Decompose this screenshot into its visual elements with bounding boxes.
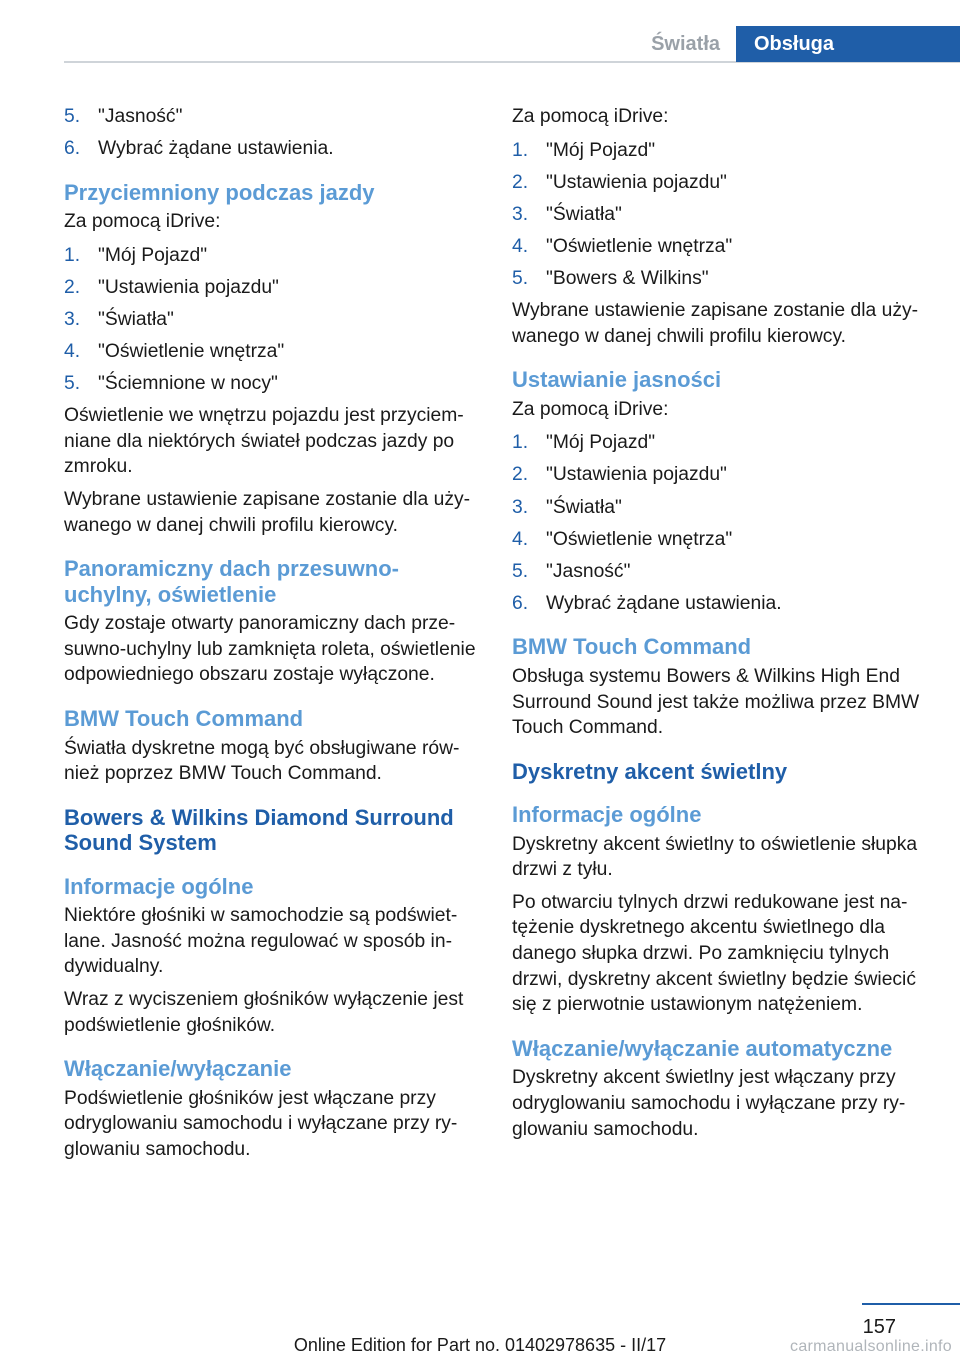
list-item-text: "Światła" <box>98 308 174 330</box>
heading-bowers-wilkins: Bowers & Wilkins Diamond Surround Sound System <box>64 804 454 856</box>
list-item <box>512 527 924 553</box>
paragraph-dimmed-2: Wybrane ustawienie zapisane zostanie dla używanego w danej chwili profilu kierowcy. <box>64 489 471 536</box>
list-item <box>64 339 476 365</box>
paragraph-touch-command: Obsługa systemu Bowers & Wilkins High End Surround Sound jest także możliwa przez BMW Touch Command. <box>512 665 920 739</box>
list-item <box>512 202 924 228</box>
paragraph-info-2: Wraz z wyciszeniem głośników wyłączenie jest podświetlenie głośników. <box>64 988 464 1036</box>
header-chapter-tab: Obsługa <box>736 26 960 62</box>
list-brightness-steps <box>512 430 924 616</box>
list-item <box>64 243 476 269</box>
list-item-text: Wybrać żądane ustawienia. <box>98 138 334 160</box>
list-item-text: Wybrać żądane ustawienia. <box>546 592 782 614</box>
paragraph-dimmed-1: Oświetlenie we wnętrzu pojazdu jest przyciemniane dla niektórych świateł podczas jazdy po zmroku. <box>64 405 464 478</box>
left-column <box>64 104 476 1162</box>
watermark: carmanualsonline.info <box>790 1338 952 1355</box>
heading-on-off: Włączanie/wyłączanie <box>64 1056 292 1082</box>
footer-rule <box>862 1303 960 1305</box>
list-item <box>512 430 924 456</box>
heading-auto-on-off: Włączanie/wyłączanie automatyczne <box>512 1035 893 1061</box>
list-item-text: "Mój Pojazd" <box>546 139 656 161</box>
list-item-text: "Mój Pojazd" <box>546 432 656 454</box>
list-item-text: "Ściemnione w nocy" <box>98 373 278 395</box>
list-item-number: 3. <box>64 308 81 330</box>
list-item-text: "Mój Pojazd" <box>98 244 208 266</box>
idrive-intro-2: Za pomocą iDrive: <box>512 398 669 420</box>
heading-brightness: Ustawianie jasności <box>512 367 722 393</box>
right-column <box>512 104 924 1142</box>
list-item-text: "Jasność" <box>546 560 631 582</box>
paragraph-bw: Wybrane ustawienie zapisane zostanie dla używanego w danej chwili profilu kierowcy. <box>512 300 919 347</box>
list-item-number: 5. <box>512 267 529 289</box>
header-section-title: Światła <box>651 33 720 55</box>
paragraph-info-1: Dyskretny akcent świetlny to oświetlenie słupka drzwi z tyłu. <box>512 833 918 881</box>
list-item-number: 5. <box>64 106 81 127</box>
list-item-number: 2. <box>512 464 529 486</box>
heading-touch-command: BMW Touch Command <box>512 634 752 660</box>
list-item <box>512 266 924 292</box>
list-item <box>512 138 924 164</box>
list-item-number: 5. <box>64 373 81 395</box>
list-item-text: "Ustawienia pojazdu" <box>546 464 727 486</box>
paragraph-panorama: Gdy zostaje otwarty panoramiczny dach przesuwno-uchylny lub zamknięta roleta, oświetlenie odpowiedniego obszaru zostaje wyłączone. <box>64 613 476 686</box>
list-item-number: 2. <box>512 171 529 193</box>
list-item <box>512 559 924 585</box>
list-item-text: "Światła" <box>546 203 622 225</box>
paragraph-info-1: Niektóre głośniki w samochodzie są podświetlane. Jasność można regulować w sposób indywidualny. <box>64 905 458 978</box>
list-item-number: 3. <box>512 496 529 518</box>
paragraph-info-2: Po otwarciu tylnych drzwi redukowane jest natężenie dyskretnego akcentu świetlnego dla danego słupka drzwi. Po zamknięciu tylnych drzwi, dyskretny akcent świetlny będzie świecić się z pierwotnie ustawionym natężeniem. <box>512 891 916 1016</box>
idrive-intro: Za pomocą iDrive: <box>512 106 669 127</box>
page-number: 157 <box>862 1316 896 1338</box>
heading-touch-command: BMW Touch Command <box>64 706 304 731</box>
list-item-text: "Bowers & Wilkins" <box>546 267 709 289</box>
list-item-text: "Ustawienia pojazdu" <box>98 276 279 298</box>
list-item <box>512 591 924 617</box>
list-item-number: 5. <box>512 560 529 582</box>
list-item-number: 1. <box>512 432 529 454</box>
list-item <box>64 371 476 397</box>
list-item <box>512 495 924 521</box>
list-item-number: 6. <box>64 138 81 160</box>
list-item <box>64 136 476 162</box>
list-item <box>64 275 476 301</box>
list-item-number: 4. <box>512 235 529 257</box>
list-item <box>512 234 924 260</box>
heading-general-info: Informacje ogólne <box>512 802 702 828</box>
heading-general-info: Informacje ogólne <box>64 873 254 899</box>
list-item-number: 6. <box>512 592 529 614</box>
list-item <box>64 104 476 130</box>
paragraph-auto-on-off: Dyskretny akcent świetlny jest włączany przy odryglowaniu samochodu i wyłączane przy ryglowaniu samochodu. <box>512 1067 906 1140</box>
list-item-number: 3. <box>512 203 529 225</box>
list-item-text: "Światła" <box>546 496 622 518</box>
heading-accent-light: Dyskretny akcent świetlny <box>512 758 788 784</box>
list-item-text: "Oświetlenie wnętrza" <box>546 235 733 257</box>
heading-panorama: Panoramiczny dach przesuwno-uchylny, oświetlenie <box>64 556 399 607</box>
list-item-number: 1. <box>512 139 529 161</box>
list-bw-steps <box>512 138 924 292</box>
list-item-number: 4. <box>512 528 529 550</box>
list-dimmed-steps <box>64 243 476 397</box>
list-item <box>64 307 476 333</box>
list-item-number: 1. <box>64 244 81 266</box>
list-item-text: "Ustawienia pojazdu" <box>546 171 727 193</box>
list-item-number: 4. <box>64 341 81 363</box>
list-item <box>512 170 924 196</box>
list-item-number: 2. <box>64 276 81 298</box>
paragraph-touch-command: Światła dyskretne mogą być obsługiwane również poprzez BMW Touch Command. <box>64 737 460 785</box>
list-item <box>512 462 924 488</box>
list-top <box>64 104 476 162</box>
paragraph-on-off: Podświetlenie głośników jest włączane przy odryglowaniu samochodu i wyłączane przy ryglowaniu samochodu. <box>64 1087 458 1160</box>
heading-dimmed-driving: Przyciemniony podczas jazdy <box>64 179 375 205</box>
edition-note: Online Edition for Part no. 01402978635 - II/17 <box>293 1335 667 1355</box>
list-item-text: "Oświetlenie wnętrza" <box>98 341 285 363</box>
list-item-text: "Jasność" <box>98 106 183 127</box>
list-item-text: "Oświetlenie wnętrza" <box>546 528 733 550</box>
idrive-intro: Za pomocą iDrive: <box>64 211 221 233</box>
